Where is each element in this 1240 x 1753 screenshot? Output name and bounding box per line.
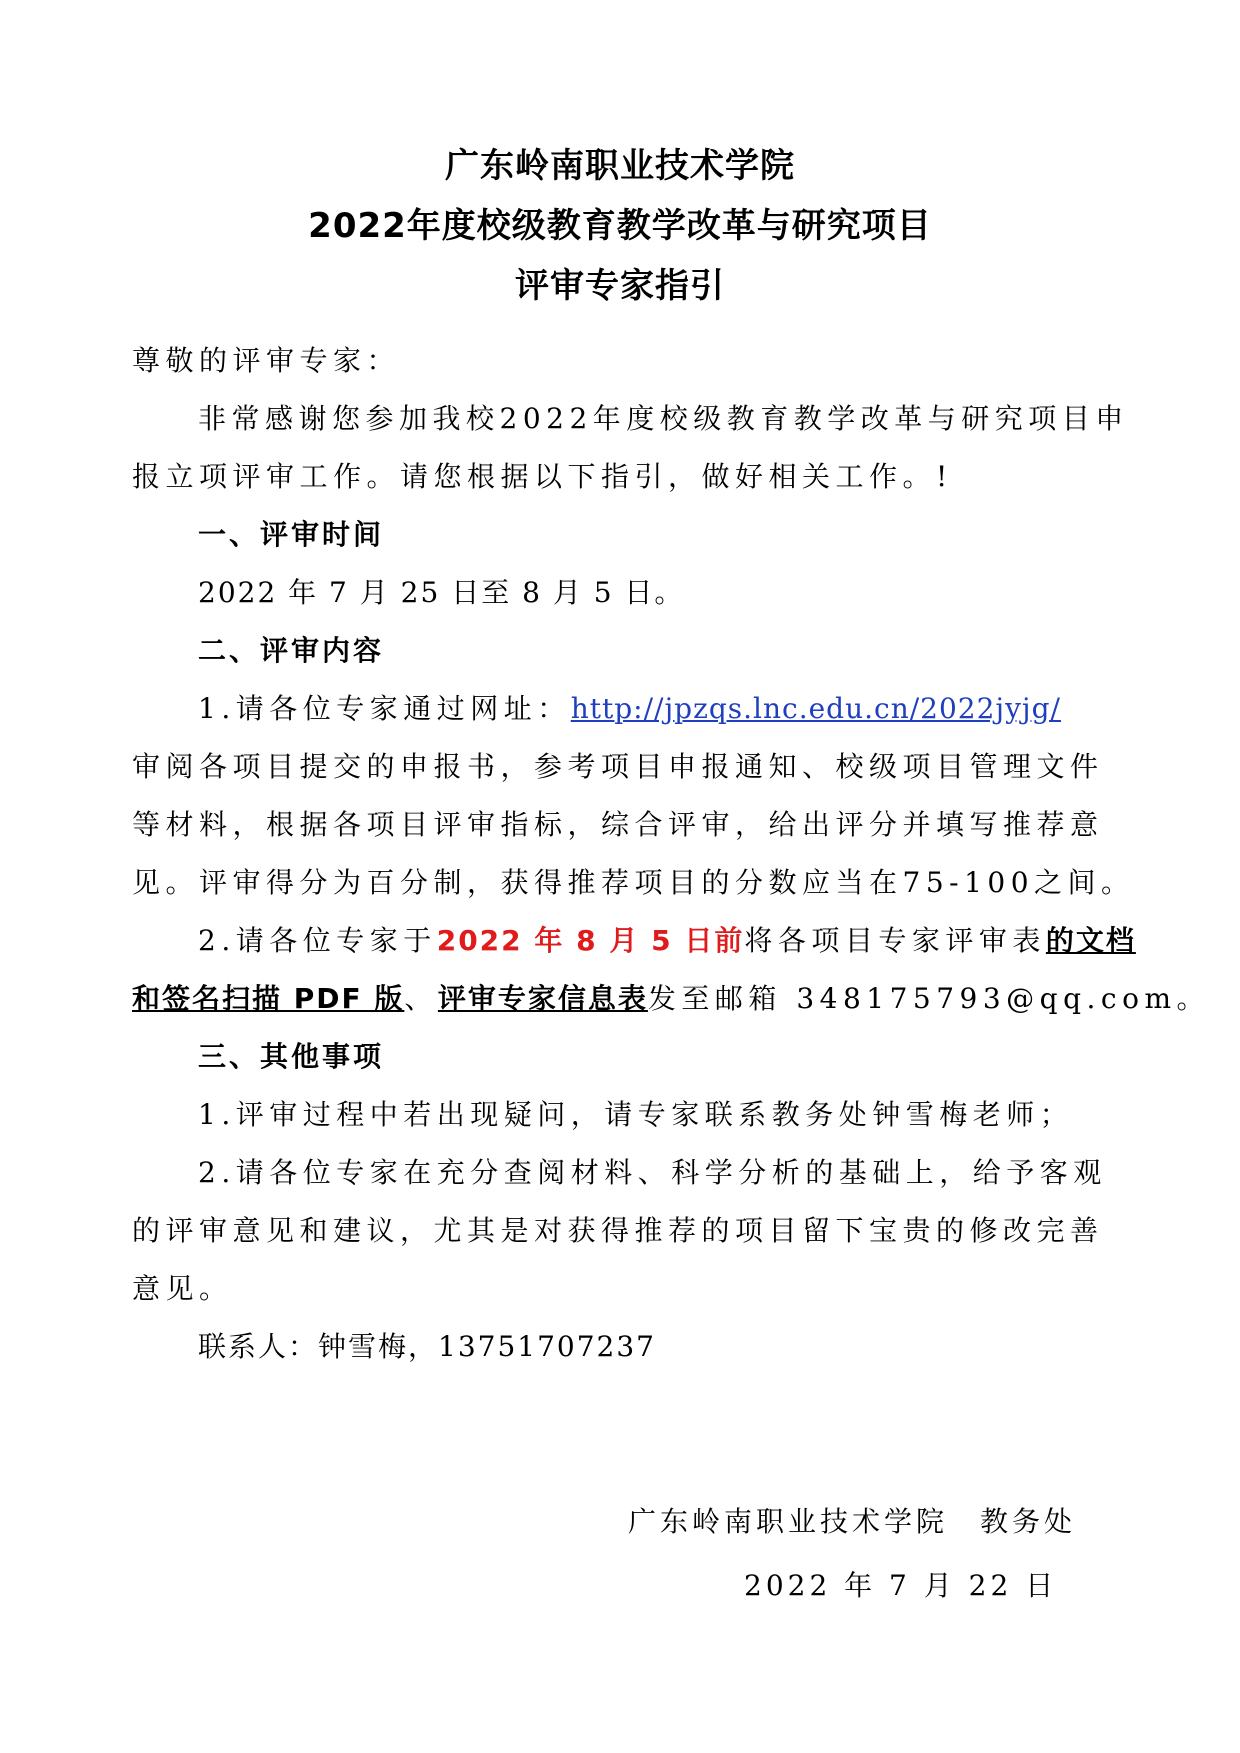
review-time-text: 2022 年 7 月 25 日至 8 月 5 日。 [198, 576, 685, 609]
review-content-item-1-line-4: 见。评审得分为百分制，获得推荐项目的分数应当在75-100之间。 [132, 866, 1135, 899]
other-matters-item-2-line-1: 2.请各位专家在充分查阅材料、科学分析的基础上，给予客观 [198, 1156, 1107, 1189]
doc-version-part-1: 的文档 [1045, 924, 1136, 957]
item-1-prefix: 1.请各位专家通过网址： [198, 692, 571, 725]
title-project-name: 2022年度校级教育教学改革与研究项目 [308, 206, 932, 246]
review-content-item-2-line-1 [132, 912, 1136, 970]
title-school-name: 广东岭南职业技术学院 [445, 146, 795, 186]
doc-version-part-2: 和签名扫描 PDF 版 [132, 982, 405, 1015]
expert-info-table: 评审专家信息表 [437, 982, 648, 1015]
title-guide-name: 评审专家指引 [515, 266, 725, 306]
item-2-middle: 将各项目专家评审表 [744, 924, 1046, 957]
item-2-suffix: 发至邮箱 348175793@qq.com。 [647, 982, 1210, 1015]
review-content-item-1-line-3: 等材料，根据各项目评审指标，综合评审，给出评分并填写推荐意 [132, 808, 1104, 841]
other-matters-item-2-line-2: 的评审意见和建议，尤其是对获得推荐的项目留下宝贵的修改完善 [132, 1214, 1104, 1247]
contact-person: 联系人：钟雪梅，13751707237 [198, 1330, 656, 1363]
document-title [0, 136, 1240, 316]
item-2-prefix: 2.请各位专家于 [198, 924, 437, 957]
intro-line-1: 非常感谢您参加我校2022年度校级教育教学改革与研究项目申 [198, 402, 1129, 435]
intro-line-2: 报立项评审工作。请您根据以下指引，做好相关工作。! [132, 460, 953, 493]
review-content-item-1-line-1 [132, 680, 1107, 738]
section-review-content-heading: 二、评审内容 [198, 634, 385, 667]
other-matters-item-1: 1.评审过程中若出现疑问，请专家联系教务处钟雪梅老师； [198, 1098, 1074, 1131]
section-other-matters-heading: 三、其他事项 [198, 1040, 385, 1073]
review-content-item-1-line-2: 审阅各项目提交的申报书，参考项目申报通知、校级项目管理文件 [132, 750, 1104, 783]
other-matters-item-2-line-3: 意见。 [132, 1272, 233, 1305]
document-body [132, 332, 1210, 1376]
review-website-link[interactable]: http://jpzqs.lnc.edu.cn/2022jyjg/ [570, 692, 1061, 725]
item-2-separator: 、 [404, 982, 438, 1015]
signature-date: 2022 年 7 月 22 日 [744, 1569, 1058, 1602]
review-content-item-2-line-2 [132, 970, 1210, 1028]
deadline-highlight: 2022 年 8 月 5 日前 [436, 924, 745, 957]
salutation: 尊敬的评审专家： [132, 344, 401, 377]
section-review-time-heading: 一、评审时间 [198, 518, 385, 551]
signature-organization: 广东岭南职业技术学院 教务处 [628, 1505, 1077, 1538]
